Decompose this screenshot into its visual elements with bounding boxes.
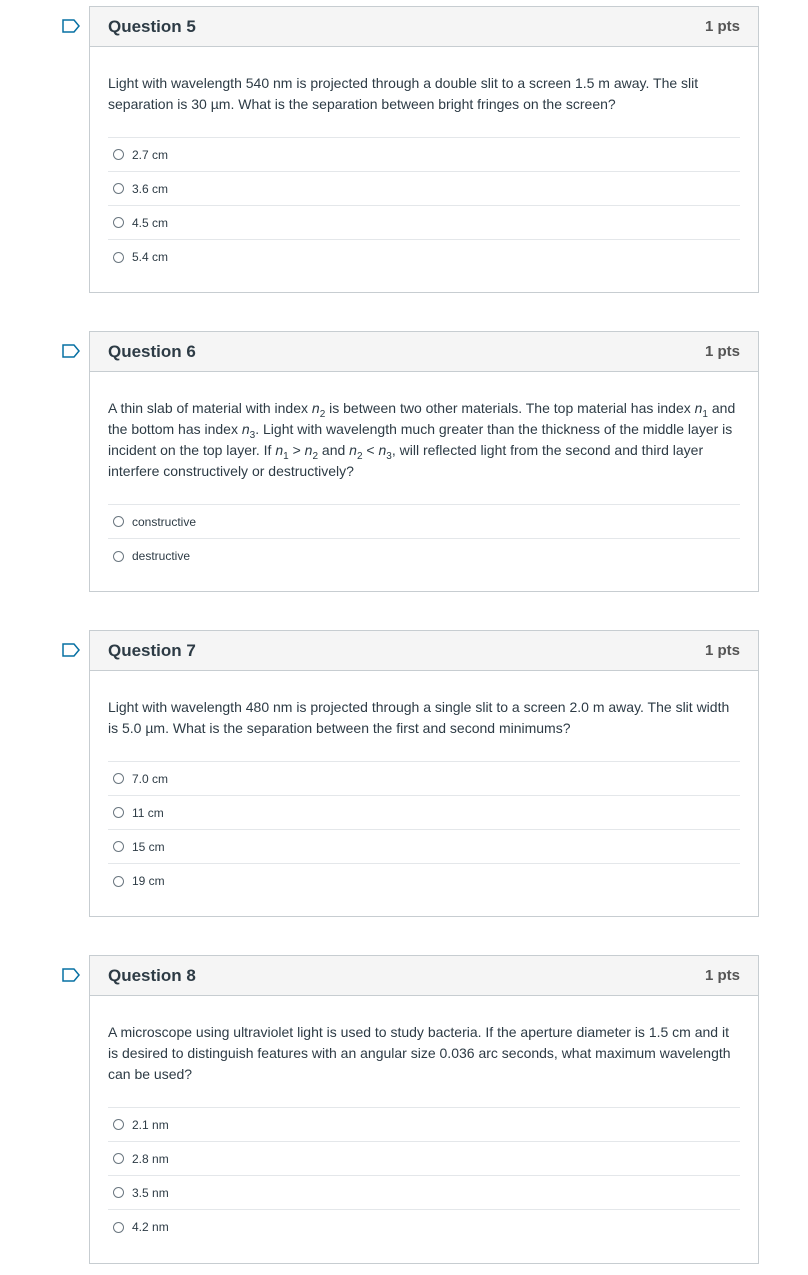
radio-button[interactable] xyxy=(113,1153,124,1164)
answer-option[interactable] xyxy=(108,505,740,539)
answer-label: 3.5 nm xyxy=(132,1185,169,1200)
question-title: Question 7 xyxy=(108,640,196,660)
radio-button[interactable] xyxy=(113,183,124,194)
radio-button[interactable] xyxy=(113,807,124,818)
answer-label: 2.1 nm xyxy=(132,1117,169,1132)
question-title: Question 8 xyxy=(108,965,196,985)
flag-icon[interactable] xyxy=(62,968,80,982)
question-text: A thin slab of material with index $n_2$ is between two other materials. The top material has index $n_1$ and the bottom has index $n_3$. Light with wavelength much greater than the thickness of the middle layer is incident on the top layer. If $n_1 > n_2$ and $n_2 < n_3$, will reflected light from the second and third layer interfere constructively or destructively? xyxy=(108,400,736,479)
answer-option[interactable] xyxy=(108,1108,740,1142)
flag-icon[interactable] xyxy=(62,19,80,33)
question-text: Light with wavelength 540 nm is projected through a double slit to a screen 1.5 m away. The slit separation is 30 µm. What is the separation between bright fringes on the screen? xyxy=(108,75,699,112)
radio-button[interactable] xyxy=(113,1119,124,1130)
answer-option[interactable] xyxy=(108,762,740,796)
answer-option[interactable] xyxy=(108,138,740,172)
radio-button[interactable] xyxy=(113,841,124,852)
answer-label: 19 cm xyxy=(132,874,165,888)
answer-option[interactable] xyxy=(108,240,740,274)
question-points: 1 pts xyxy=(704,18,740,35)
answer-option[interactable] xyxy=(108,830,740,864)
question-card-8 xyxy=(89,955,759,1264)
question-header xyxy=(90,956,758,996)
answer-label: 4.5 cm xyxy=(132,215,169,230)
radio-button[interactable] xyxy=(113,217,124,228)
question-title: Question 6 xyxy=(108,341,196,361)
answer-option[interactable] xyxy=(108,206,740,240)
answer-option[interactable] xyxy=(108,1210,740,1244)
radio-button[interactable] xyxy=(113,252,124,263)
question-title: Question 5 xyxy=(108,16,196,36)
question-points: 1 pts xyxy=(704,343,740,360)
radio-button[interactable] xyxy=(113,1222,124,1233)
question-points: 1 pts xyxy=(704,642,740,659)
answer-label: 11 cm xyxy=(132,805,164,820)
answer-label: 2.8 nm xyxy=(132,1151,169,1166)
question-card-6 xyxy=(89,331,759,592)
answer-option[interactable] xyxy=(108,172,740,206)
answer-option[interactable] xyxy=(108,1142,740,1176)
question-header xyxy=(90,631,758,671)
answer-label: constructive xyxy=(132,514,197,529)
answer-label: 15 cm xyxy=(132,839,165,854)
question-points: 1 pts xyxy=(704,967,740,984)
answer-option[interactable] xyxy=(108,1176,740,1210)
answer-label: 5.4 cm xyxy=(132,250,169,264)
answer-label: 3.6 cm xyxy=(132,181,169,196)
radio-button[interactable] xyxy=(113,1187,124,1198)
question-header xyxy=(90,7,758,47)
flag-icon[interactable] xyxy=(62,344,80,358)
question-card-7 xyxy=(89,630,759,917)
answer-label: 7.0 cm xyxy=(132,771,169,786)
answer-list xyxy=(108,504,740,573)
radio-button[interactable] xyxy=(113,876,124,887)
question-header xyxy=(90,332,758,372)
radio-button[interactable] xyxy=(113,516,124,527)
question-text: Light with wavelength 480 nm is projected through a single slit to a screen 2.0 m away. The slit width is 5.0 µm. What is the separation between the first and second minimums? xyxy=(108,699,730,736)
radio-button[interactable] xyxy=(113,773,124,784)
answer-option[interactable] xyxy=(108,796,740,830)
radio-button[interactable] xyxy=(113,149,124,160)
answer-option[interactable] xyxy=(108,539,740,573)
answer-label: 2.7 cm xyxy=(132,147,169,162)
question-text: A microscope using ultraviolet light is used to study bacteria. If the aperture diameter is 1.5 cm and it is desired to distinguish features with an angular size 0.036 arc seconds, what maximum wavelength can be used? xyxy=(108,1024,731,1082)
answer-label: 4.2 nm xyxy=(132,1220,169,1234)
answer-option[interactable] xyxy=(108,864,740,898)
answer-label: destructive xyxy=(132,549,191,563)
answer-list xyxy=(108,761,740,898)
question-card-5 xyxy=(89,6,759,293)
radio-button[interactable] xyxy=(113,551,124,562)
answer-list xyxy=(108,1107,740,1244)
answer-list xyxy=(108,137,740,274)
flag-icon[interactable] xyxy=(62,643,80,657)
